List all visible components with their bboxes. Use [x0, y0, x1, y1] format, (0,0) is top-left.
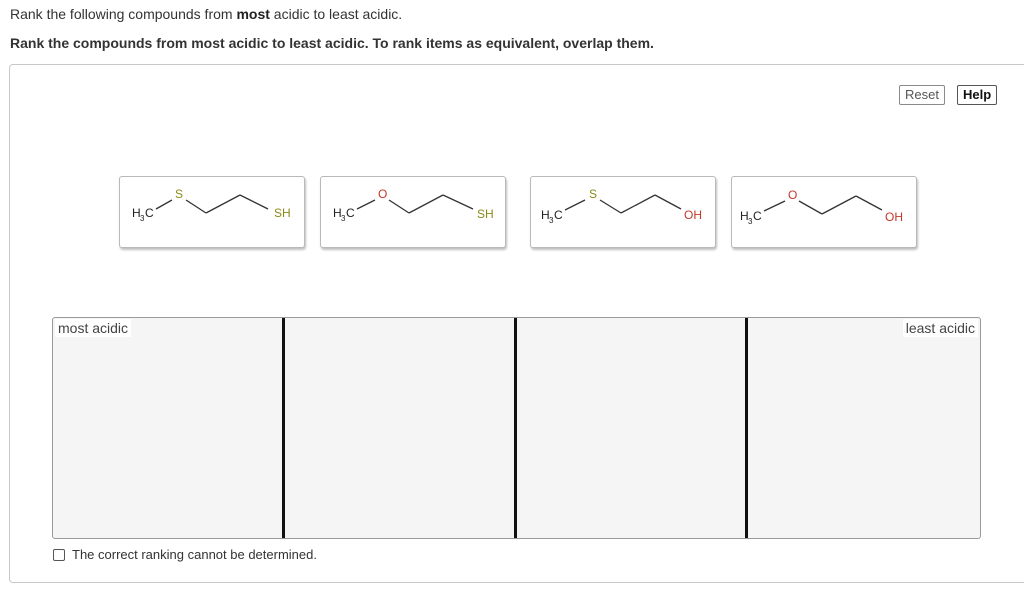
least-acidic-label: least acidic — [903, 319, 978, 337]
hetero-atom: O — [788, 188, 798, 202]
methyl-h: H — [541, 208, 550, 222]
methyl-h: H — [740, 209, 749, 223]
most-acidic-label: most acidic — [55, 319, 131, 337]
methyl-c: C — [753, 209, 762, 223]
cannot-determine-row[interactable] — [53, 547, 317, 562]
methyl-c: C — [554, 208, 563, 222]
compound-card-4[interactable] — [731, 176, 917, 248]
molecule-structure — [120, 177, 304, 247]
ranking-drop-area[interactable] — [52, 317, 981, 539]
question-text-end: acidic to least acidic. — [269, 6, 403, 22]
methyl-h: H — [333, 206, 342, 220]
molecule-structure — [321, 177, 505, 247]
question-line-1 — [10, 6, 402, 22]
rank-divider — [514, 318, 517, 538]
molecule-structure — [732, 177, 916, 247]
methyl-subscript: 3 — [748, 217, 753, 226]
cannot-determine-label: The correct ranking cannot be determined. — [72, 547, 317, 562]
methyl-subscript: 3 — [341, 214, 346, 223]
hetero-atom: S — [175, 187, 184, 201]
methyl-subscript: 3 — [549, 216, 554, 225]
reset-button[interactable]: Reset — [899, 85, 945, 105]
hetero-atom: S — [589, 187, 598, 201]
help-button[interactable]: Help — [957, 85, 997, 105]
molecule-structure — [531, 177, 715, 247]
cannot-determine-checkbox[interactable] — [53, 549, 65, 561]
rank-divider — [745, 318, 748, 538]
methyl-subscript: 3 — [140, 214, 145, 223]
end-group: OH — [885, 210, 903, 224]
question-bold-word: most — [236, 6, 270, 22]
methyl-h: H — [132, 206, 141, 220]
hetero-atom: O — [378, 187, 388, 201]
compound-card-3[interactable] — [530, 176, 716, 248]
question-instruction: Rank the compounds from most acidic to least acidic. To rank items as equivalent, overlap them. — [10, 35, 654, 51]
compound-card-2[interactable] — [320, 176, 506, 248]
end-group: SH — [477, 207, 494, 221]
question-text: Rank the following compounds from — [10, 6, 237, 22]
compound-card-1[interactable] — [119, 176, 305, 248]
end-group: SH — [274, 206, 291, 220]
rank-divider — [282, 318, 285, 538]
methyl-c: C — [145, 206, 154, 220]
end-group: OH — [684, 208, 702, 222]
methyl-c: C — [346, 206, 355, 220]
